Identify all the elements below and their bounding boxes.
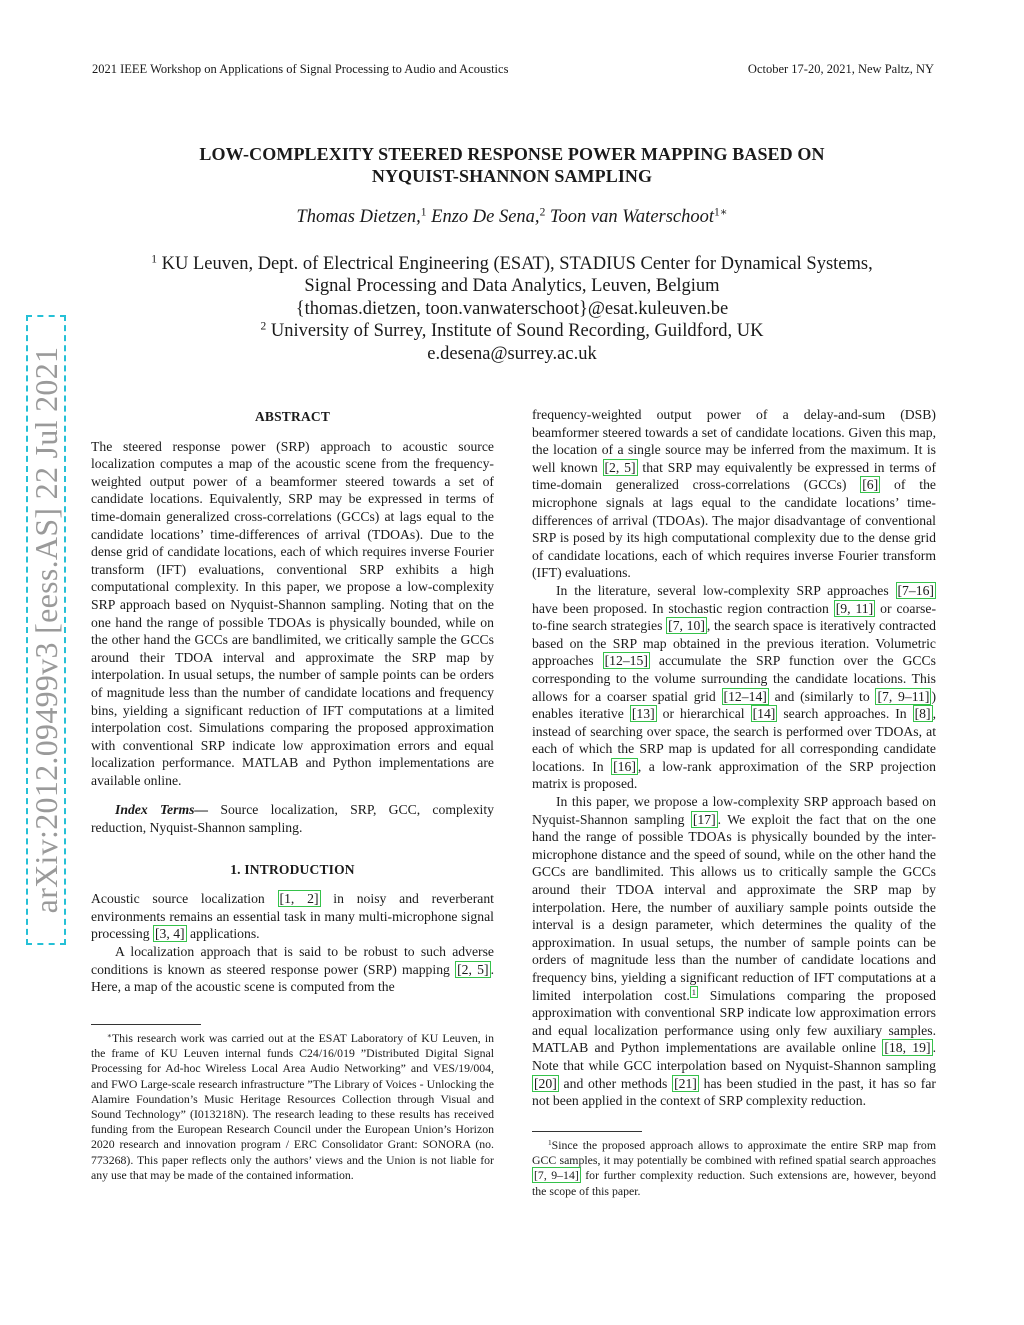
citation-link[interactable]: [12–14] xyxy=(723,688,767,704)
citation-link[interactable]: [3, 4] xyxy=(154,926,185,942)
intro-paragraph-continued: frequency-weighted output power of a delay-and-sum (DSB) beamformer steered towards a set of candidate locations. Given this map, the location of a single source may be inferred from the maximum. It is well known [2, 5] that SRP may equivalently be expressed in terms of time-domain generalized cross-correlations (GCCs) [6] of the microphone signals at lags equal to the candidate locations’ time-differences of arrival (TDOAs). The major disadvantage of conventional SRP is posed by its high computational complexity due to the dense grid of candidate locations, each of which requires inverse Fourier transform (IFT) evaluations. xyxy=(532,407,936,581)
email-line: e.desena@surrey.ac.uk xyxy=(427,343,597,364)
intro-paragraph: A localization approach that is said to be robust to such adverse conditions is known as steered response power (SRP) mapping [2, 5] . Here, a map of the acoustic scene is computed from the xyxy=(91,944,495,995)
author-name: Toon van Waterschoot xyxy=(549,207,715,227)
author-name: Enzo De Sena, xyxy=(431,207,540,227)
author-affil-mark: 2 xyxy=(539,206,546,219)
index-terms-text: Source localization, SRP, GCC, complexity reduction, Nyquist-Shannon sampling. xyxy=(91,802,494,836)
citation-link[interactable]: [1, 2] xyxy=(279,891,319,907)
footnote-text: Since the proposed approach allows to approximate the entire SRP map from GCC samples, it may potentially be combined with refined spatial search approaches [7, 9–14] for further complexity reduction. Such extensions are, however, beyond the scope of this paper. xyxy=(532,1138,936,1198)
funding-footnote xyxy=(91,1024,494,1183)
paper-title-line: NYQUIST-SHANNON SAMPLING xyxy=(371,166,653,186)
running-header-left: 2021 IEEE Workshop on Applications of Signal Processing to Audio and Acoustics xyxy=(92,62,509,76)
paper-title-line: LOW-COMPLEXITY STEERED RESPONSE POWER MAPPING BASED ON xyxy=(199,144,825,164)
citation-link[interactable]: [18, 19] xyxy=(884,1040,931,1056)
citation-link[interactable]: [16] xyxy=(613,758,636,774)
citation-link[interactable]: [6] xyxy=(862,477,879,493)
citation-link[interactable]: [2, 5] xyxy=(604,459,636,475)
right-column xyxy=(532,406,936,1110)
running-header-right: October 17-20, 2021, New Paltz, NY xyxy=(747,62,934,76)
citation-link[interactable]: [8] xyxy=(914,706,931,722)
footnote-ref[interactable]: 1 xyxy=(691,986,697,997)
intro-paragraph: In this paper, we propose a low-complexity SRP approach based on Nyquist-Shannon sampling [17] . We exploit the fact that on the one hand the range of possible TDOAs is physically bounded by the inter-microphone distance and the speed of sound, while on the other hand the GCCs are bandlimited. This allows us to critically sample the GCCs around their TDOA interval and approximate the SRP map by interpolation. Here, the number of auxiliary sample points outside the interval is a design parameter, which determines the quality of the approximation. In usual setups, the number of sample points can be orders of magnitude less than the number of candidate locations and frequency bins, yielding a significant reduction of IFT computations at a limited interpolation cost. $^1$ Simulations comparing the proposed approximation with conventional SRP indicate low approximation errors and equal localization performance using only few auxiliary samples. MATLAB and Python implementations are available online [18, 19] . Note that while GCC interpolation based on Nyquist-Shannon sampling [20] and other methods [21] has been studied in the past, it has so far not been applied in the context of SRP complexity reduction. xyxy=(532,794,936,1109)
intro-paragraph: In the literature, several low-complexity SRP approaches [7–16] have been proposed. In stochastic region contraction [9, 11] or coarse-to-fine search strategies [7, 10] , the search space is iteratively contracted based on the SRP map obtained in the previous iteration. Volumetric approaches [12–15] accumulate the SRP function over the GCCs corresponding to the volume surrounding the candidate locations. This allows for a coarser spatial grid [12–14] and (similarly to [7, 9–11] ) enables iterative [13] or hierarchical [14] search approaches. In [8] , instead of searching over space, the search is performed over TDOAs, at each of which the SRP map is updated for all corresponding candidate locations. In [16] , a low-rank approximation of the SRP projection matrix is proposed. xyxy=(532,582,937,792)
paper-title xyxy=(110,143,914,187)
affiliations xyxy=(110,253,914,365)
citation-link[interactable]: [2, 5] xyxy=(457,961,489,977)
citation-link[interactable]: [21] xyxy=(674,1075,697,1091)
footnote-rule xyxy=(91,1024,201,1025)
footnote-marker: 1 xyxy=(548,1137,552,1147)
intro-heading: 1. INTRODUCTION xyxy=(230,861,355,877)
affiliation-line: University of Surrey, Institute of Sound Recording, Guildford, UK xyxy=(270,321,764,342)
footnote-1 xyxy=(532,1131,936,1199)
citation-link[interactable]: [7, 9–14] xyxy=(534,1168,579,1183)
citation-link[interactable]: [7–16] xyxy=(897,582,934,598)
citation-link[interactable]: [12–15] xyxy=(604,653,648,669)
funding-text: This research work was carried out at the ESAT Laboratory of KU Leuven, in the frame of KU Leuven internal funds C24/16/019 ”Distributed Digital Signal Processing for Ad-hoc Wireless Local Area Audio Networking” and VES/19/004, and FWO Large-scale research infrastructure ”The Library of Voices - Unlocking the Alamire Foundation’s Music Heritage Resources Collection through Visual and Sound Technology” (I013218N). The research leading to these results has received funding from the European Research Council under the European Union’s Horizon 2020 research and innovation program / ERC Consolidator Grant: SONORA (no. 773268). This paper reflects only the authors’ views and the Union is not liable for any use that may be made of the contained information. xyxy=(91,1031,494,1182)
affil-mark: 2 xyxy=(260,320,267,333)
footnote-marker: ∗ xyxy=(107,1030,112,1040)
intro-paragraph: Acoustic source localization [1, 2] in noisy and reverberant environments remains an essential task in many multi-microphone signal processing [3, 4] applications. xyxy=(91,891,494,942)
arxiv-stamp[interactable]: arXiv:2012.09499v3 [eess.AS] 22 Jul 2021 xyxy=(26,315,66,945)
affiliation-line: KU Leuven, Dept. of Electrical Engineering (ESAT), STADIUS Center for Dynamical Systems, xyxy=(161,254,873,274)
author-name: Thomas Dietzen, xyxy=(296,207,421,227)
citation-link[interactable]: [13] xyxy=(631,706,655,722)
author-list xyxy=(110,207,914,228)
citation-link[interactable]: [17] xyxy=(692,811,716,827)
citation-link[interactable]: [7, 10] xyxy=(668,618,705,634)
abstract-heading: ABSTRACT xyxy=(254,409,331,424)
affil-mark: 1 xyxy=(151,253,157,266)
abstract-text: The steered response power (SRP) approach to acoustic source localization computes a map of the acoustic scene from the frequency-weighted output power of a beamformer steered towards a set of candidate locations. Equivalently, SRP may be expressed in terms of time-domain generalized cross-correlations (GCCs) at lags equal to the candidate locations’ time-differences of arrival (TDOAs). Due to the dense grid of candidate locations, each of which requires inverse Fourier transform (IFT) evaluations, conventional SRP exhibits a high computational complexity. In this paper, we propose a low-complexity SRP approach based on Nyquist-Shannon sampling. Noting that on the one hand the range of possible TDOAs is physically bounded, while on the other hand the GCCs are bandlimited, we critically sample the GCCs around their TDOA interval and approximate the SRP map by interpolation. In usual setups, the number of sample points can be orders of magnitude less than the number of candidate locations and frequency bins, yielding a significant reduction of IFT computations at a limited interpolation cost. Simulations comparing the proposed approximation with conventional SRP indicate low approximation errors and equal localization performance. MATLAB and Python implementations are available online. xyxy=(91,438,494,788)
left-column xyxy=(91,406,494,996)
index-terms xyxy=(91,801,494,836)
author-affil-mark: 1 xyxy=(420,206,427,219)
footnote-rule xyxy=(532,1131,642,1132)
author-affil-mark: 1∗ xyxy=(714,206,728,219)
affiliation-line: Signal Processing and Data Analytics, Leuven, Belgium xyxy=(304,276,720,297)
citation-link[interactable]: [7, 9–11] xyxy=(877,688,930,704)
citation-link[interactable]: [20] xyxy=(534,1075,557,1091)
email-line: {thomas.dietzen, toon.vanwaterschoot}@esat.kuleuven.be xyxy=(295,298,729,319)
citation-link[interactable]: [9, 11] xyxy=(835,600,874,616)
index-terms-label: Index Terms— xyxy=(115,802,209,818)
citation-link[interactable]: [14] xyxy=(752,706,776,722)
